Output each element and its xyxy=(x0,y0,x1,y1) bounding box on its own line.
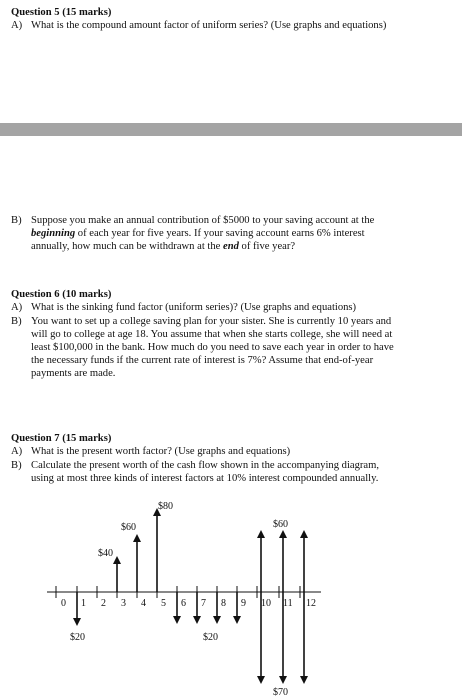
question-7-title: Question 7 (15 marks) xyxy=(11,433,112,444)
tick-label: 1 xyxy=(81,598,86,609)
amount-label: $60 xyxy=(121,522,136,533)
tick-label: 8 xyxy=(221,598,226,609)
text-line: Suppose you make an annual contribution of $5000 to your saving account at the xyxy=(31,215,375,226)
part-label: B) xyxy=(11,215,22,226)
amount-label: $70 xyxy=(273,687,288,698)
emphasis-text: end xyxy=(223,241,239,252)
tick-label: 6 xyxy=(181,598,186,609)
text-line: will go to college at age 18. You assume that when she starts college, she will need at xyxy=(31,329,393,340)
question-6-title: Question 6 (10 marks) xyxy=(11,289,112,300)
part-label: B) xyxy=(11,316,22,327)
part-label: A) xyxy=(11,302,23,313)
part-text: What is the present worth factor? (Use graphs and equations) xyxy=(31,446,291,457)
tick-label: 9 xyxy=(241,598,246,609)
tick-label: 12 xyxy=(306,598,316,609)
amount-label: $60 xyxy=(273,519,288,530)
part-text: What is the compound amount factor of uniform series? (Use graphs and equations) xyxy=(31,20,387,31)
amount-label: $20 xyxy=(203,632,218,643)
text-line: You want to set up a college saving plan for your sister. She is currently 10 years and xyxy=(31,316,392,327)
text-line: using at most three kinds of interest factors at 10% interest compounded annually. xyxy=(31,473,379,484)
amount-label: $20 xyxy=(70,632,85,643)
amount-label: $80 xyxy=(158,501,173,512)
question-5-title: Question 5 (15 marks) xyxy=(11,7,112,18)
text-fragment: annually, how much can be withdrawn at the xyxy=(31,241,224,252)
tick-label: 2 xyxy=(101,598,106,609)
text-fragment: of five year? xyxy=(238,241,296,252)
part-label: B) xyxy=(11,460,22,471)
text-line: least $100,000 in the bank. How much do you need to save each year in order to have xyxy=(31,342,394,353)
tick-label: 11 xyxy=(283,598,293,609)
part-label: A) xyxy=(11,446,23,457)
tick-label: 4 xyxy=(141,598,146,609)
tick-label: 7 xyxy=(201,598,206,609)
tick-label: 3 xyxy=(121,598,126,609)
tick-label: 0 xyxy=(61,598,66,609)
text-line: the necessary funds if the current rate of interest is 7%? Assume that end-of-year xyxy=(31,355,374,366)
part-label: A) xyxy=(11,20,23,31)
text-line: payments are made. xyxy=(31,368,116,379)
tick-label: 5 xyxy=(161,598,166,609)
part-text: What is the sinking fund factor (uniform series)? (Use graphs and equations) xyxy=(31,302,357,313)
tick-label: 10 xyxy=(261,598,271,609)
text-fragment: of each year for five years. If your saving account earns 6% interest xyxy=(75,228,365,239)
emphasis-text: beginning xyxy=(31,228,76,239)
amount-label: $40 xyxy=(98,548,113,559)
text-line: Calculate the present worth of the cash flow shown in the accompanying diagram, xyxy=(31,460,380,471)
